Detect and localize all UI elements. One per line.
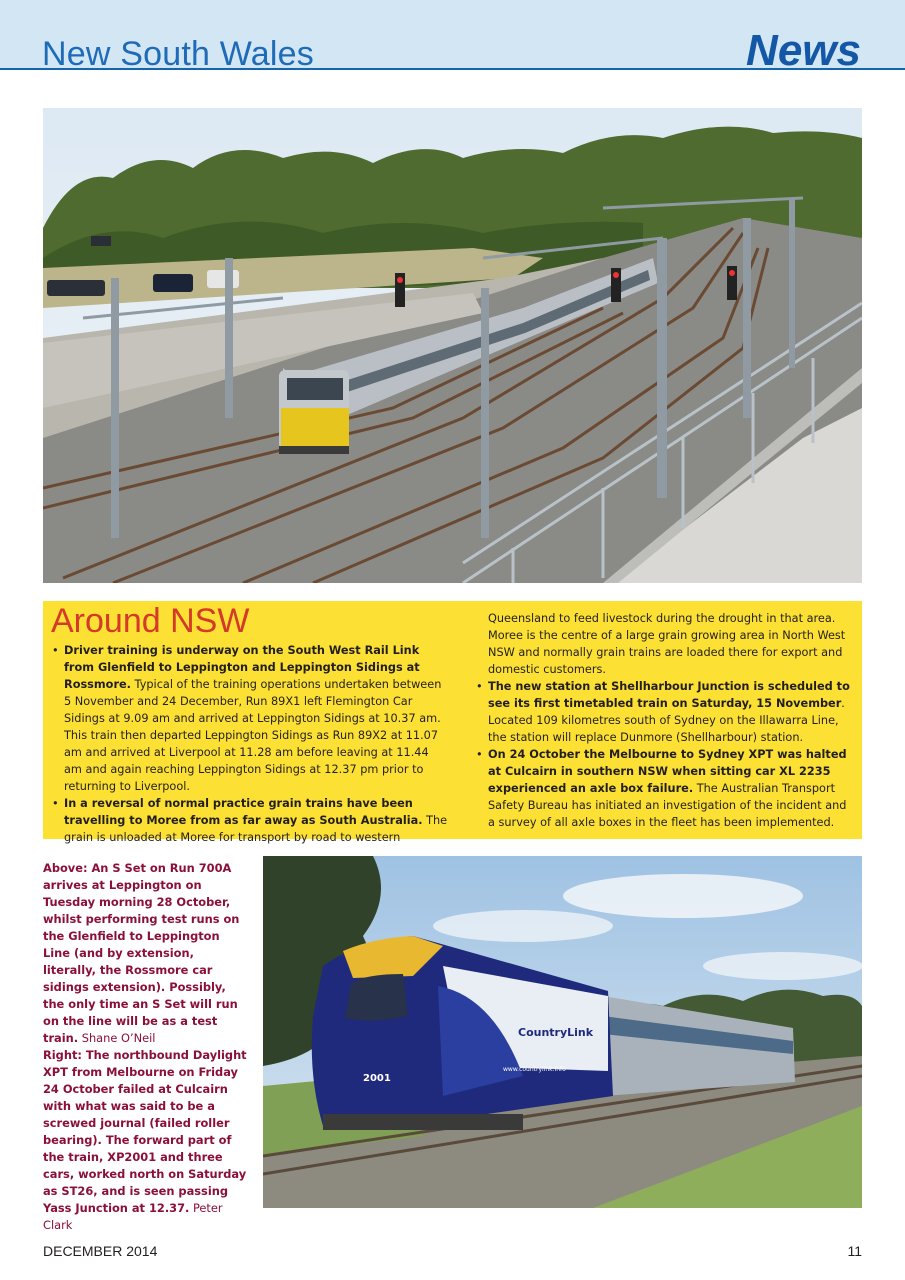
caption-right [43, 1047, 248, 1234]
news-item-body: Typical of the training operations undertaken between 5 November and 24 December, Run 89X1 left Flemington Car Sidings at 9.09 am and arrived at Leppington Sidings at 10.37 am. This train then departed Leppington Sidings as Run 89X2 at 11.07 am and arrived at Liverpool at 11.28 am before leaving at 11.44 am and again reaching Leppington Sidings at 12.37 pm prior to returning to Liverpool. [64, 678, 442, 793]
around-nsw-title: Around NSW [51, 602, 250, 640]
news-item-body: The Australian Transport Safety Bureau has initiated an investigation of the incident and a survey of all axle boxes in the fleet has been implemented. [488, 782, 847, 829]
caption-above-credit: Shane O’Neil [78, 1031, 156, 1045]
news-item-lead: On 24 October the Melbourne to Sydney XPT was halted at Culcairn in southern NSW when sitting car XL 2235 experienced an axle box failure. [488, 748, 847, 795]
photo-caption [43, 860, 248, 1234]
issue-date: DECEMBER 2014 [43, 1243, 158, 1259]
photo-xpt-train [263, 856, 862, 1208]
news-item [475, 678, 856, 746]
page-number: 11 [847, 1243, 862, 1259]
caption-above [43, 860, 248, 1047]
web-text: www.countrylink.info [503, 1066, 566, 1073]
livery-text: CountryLink [518, 1026, 594, 1039]
news-item-lead: In a reversal of normal practice grain trains have been travelling to Moree from as far away as South Australia. [64, 797, 423, 827]
news-item [51, 642, 449, 795]
news-item [475, 746, 856, 831]
section-title: New South Wales [42, 35, 314, 73]
news-kicker: News [746, 26, 861, 75]
news-item-lead: The new station at Shellharbour Junction is scheduled to see its first timetabled train on Saturday, 15 November [488, 680, 850, 710]
caption-right-text: Right: The northbound Daylight XPT from Melbourne on Friday 24 October failed at Culcairn with what was said to be a screwed journal (failed roller bearing). The forward part of the train, XP2001 and three cars, worked north on Saturday as ST26, and is seen passing Yass Junction at 12.37. [43, 1048, 247, 1215]
news-item-body: . Located 109 kilometres south of Sydney on the Illawarra Line, the station will replace Dunmore (Shellharbour) station. [488, 697, 845, 744]
news-item-continuation: Queensland to feed livestock during the drought in that area. Moree is the centre of a large grain growing area in North West NSW and normally grain trains are loaded there for export and domestic customers. [488, 612, 846, 676]
loco-number: 2001 [363, 1073, 391, 1084]
around-nsw-column-2 [475, 610, 856, 831]
around-nsw-box [43, 601, 862, 844]
caption-above-text: Above: An S Set on Run 700A arrives at Leppington on Tuesday morning 28 October, whilst performing test runs on the Glenfield to Leppington Line (and by extension, literally, the Rossmore car sidings extension). Possibly, the only time an S Set will run on the line will be as a test train. [43, 861, 240, 1045]
around-nsw-column-1 [51, 642, 449, 846]
news-item-body: The grain is unloaded at Moree for transport by road to western [64, 814, 448, 844]
caption-right-credit: Peter Clark [43, 1201, 223, 1232]
news-item-lead: Driver training is underway on the South West Rail Link from Glenfield to Leppington and Leppington Sidings at Rossmore. [64, 644, 420, 691]
photo-s-set-train [43, 108, 862, 583]
news-item [51, 795, 449, 846]
